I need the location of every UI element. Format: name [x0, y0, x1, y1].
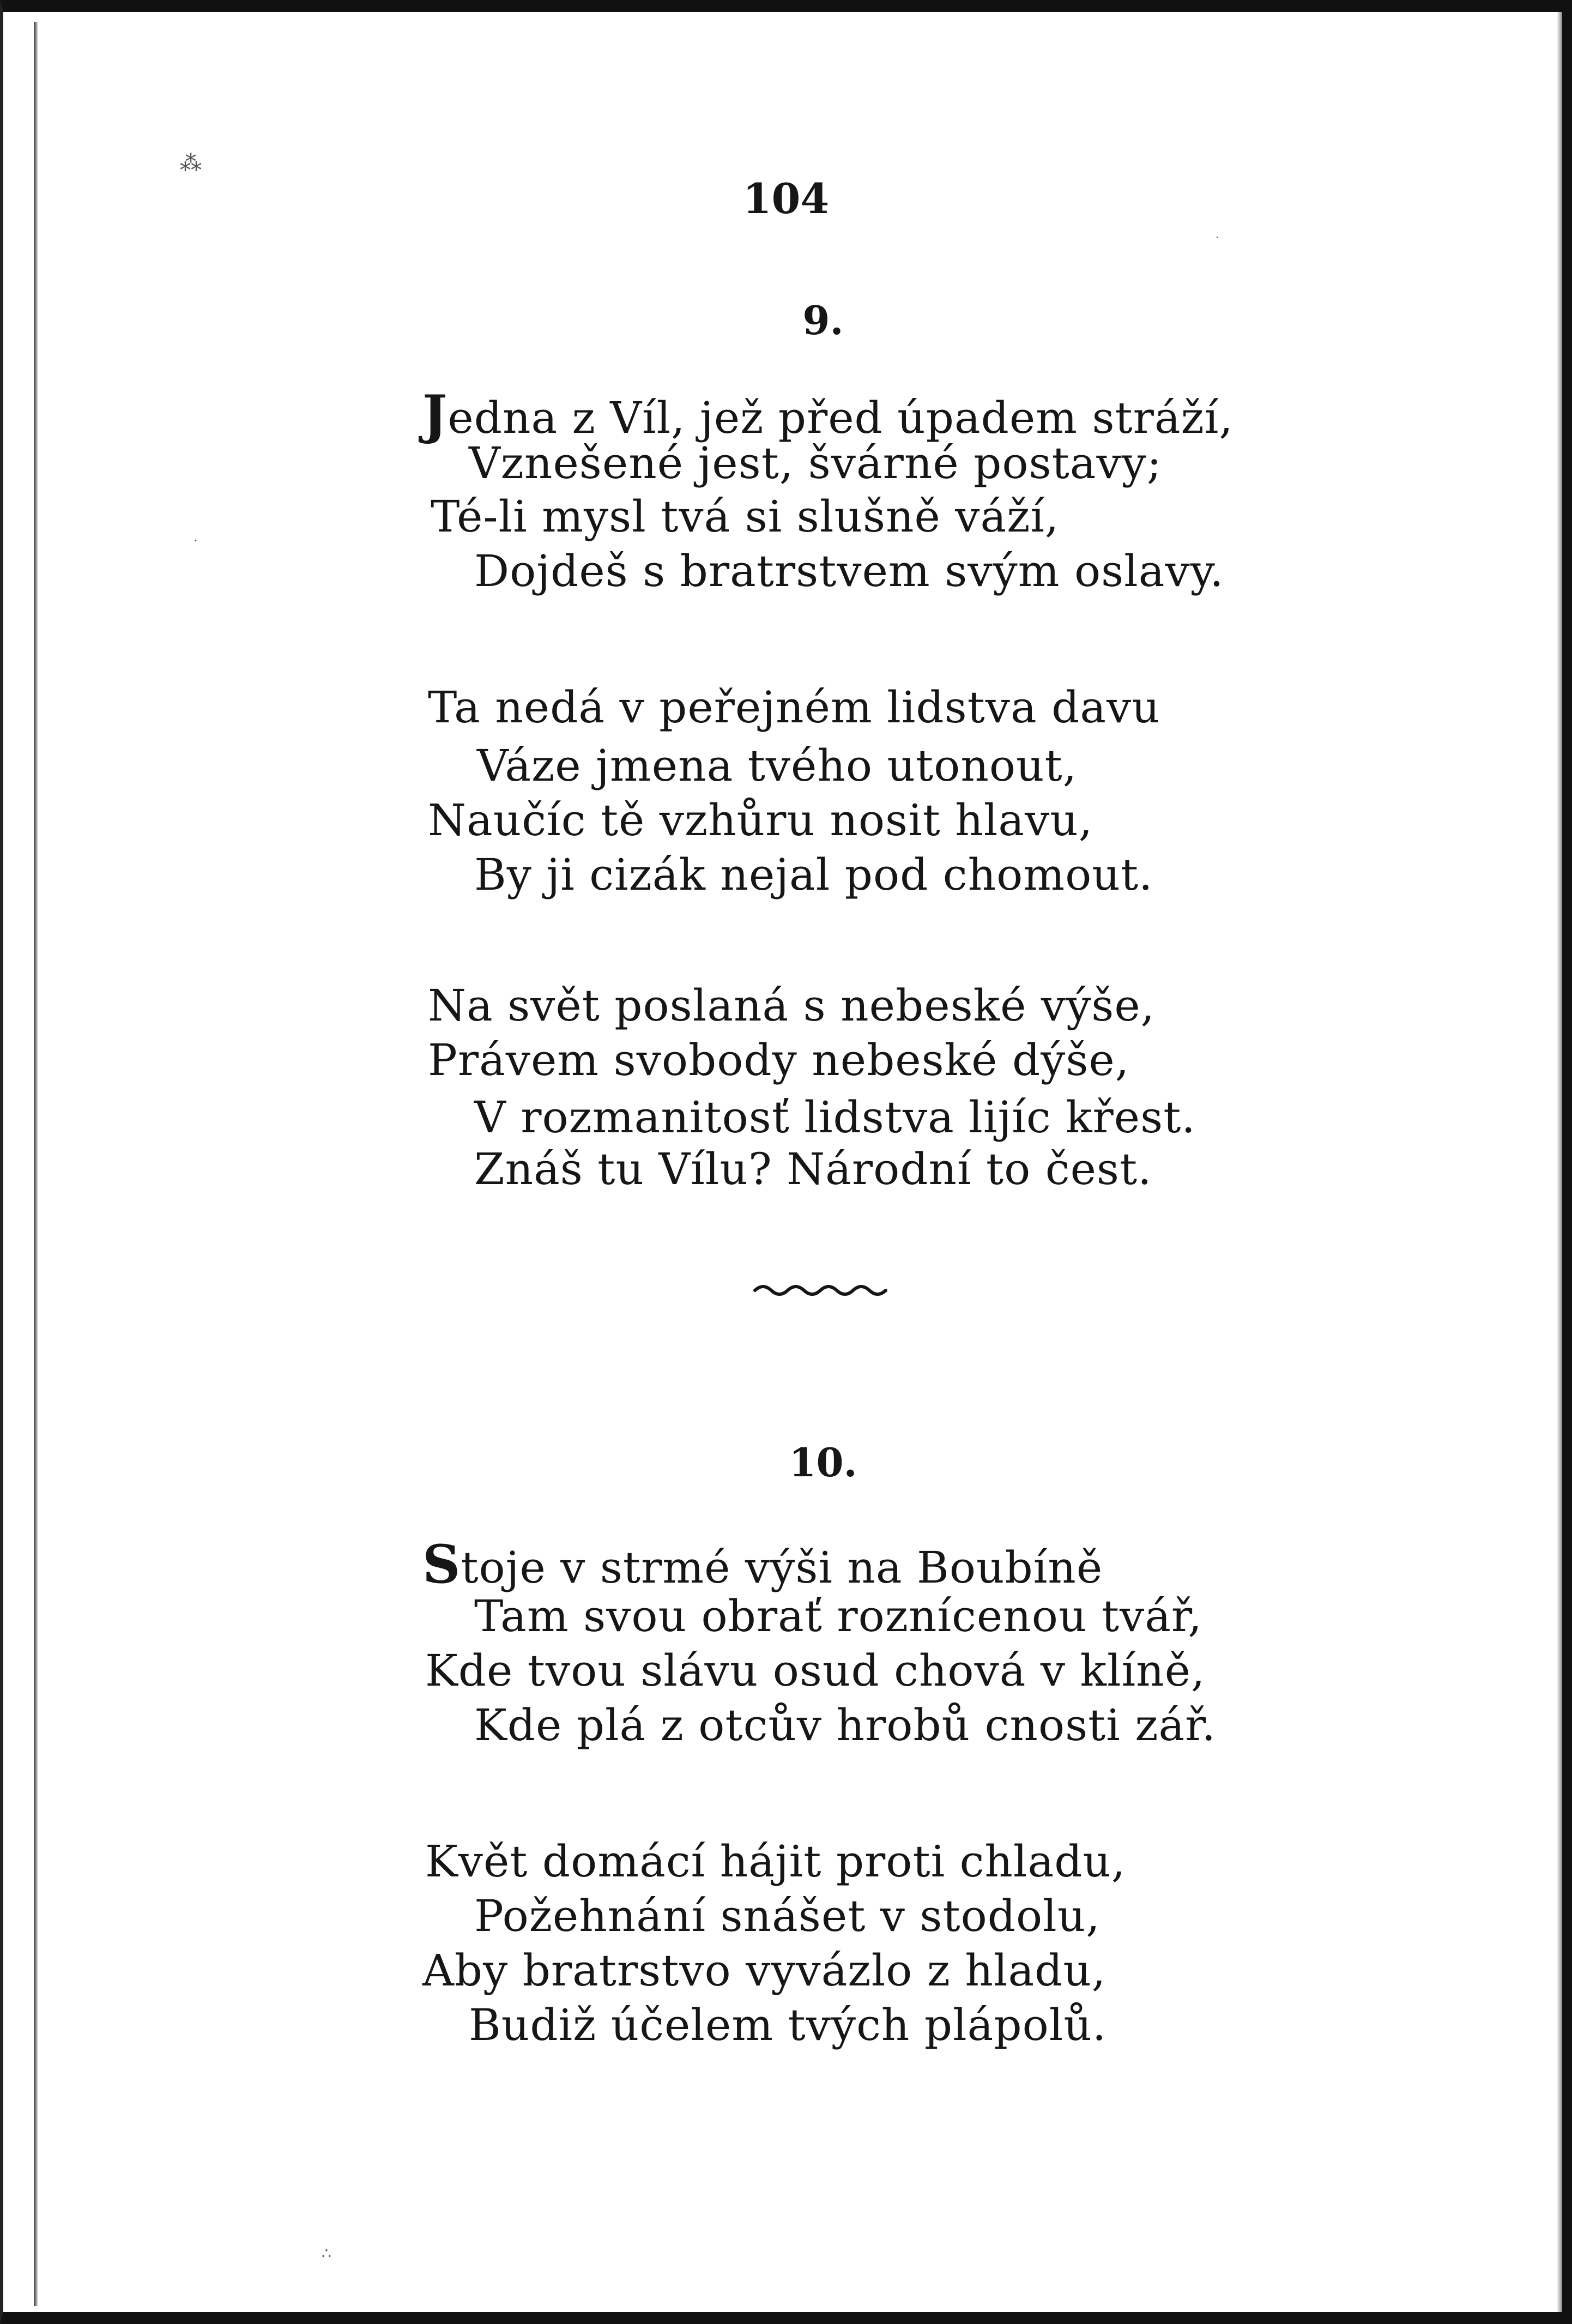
drop-initial: S: [422, 1534, 461, 1595]
verse-line: Stoje v strmé výši na Boubíně: [422, 1534, 1103, 1595]
verse-line: V rozmanitosť lidstva lijíc křest.: [474, 1092, 1196, 1143]
verse-line: Květ domácí hájit proti chladu,: [425, 1836, 1126, 1887]
page-number: 104: [742, 174, 830, 223]
drop-initial: J: [422, 384, 448, 445]
verse-line: Jedna z Víl, jež před úpadem stráží,: [422, 384, 1234, 445]
page-edge-shadow: [1557, 12, 1562, 2312]
verse-line: Znáš tu Vílu? Národní to čest.: [474, 1144, 1152, 1194]
poem-number: 9.: [802, 297, 844, 343]
verse-line: Té-li mysl tvá si slušně váží,: [431, 491, 1060, 542]
verse-line: Budiž účelem tvých plápolů.: [469, 2000, 1107, 2050]
poem-number: 10.: [789, 1439, 857, 1486]
verse-line: Na svět poslaná s nebeské výše,: [428, 980, 1156, 1031]
verse-line: Kde plá z otcův hrobů cnosti zář.: [474, 1700, 1217, 1750]
wavy-divider-icon: [752, 1278, 888, 1300]
ink-speck: ⁂: [180, 151, 202, 176]
verse-line: By ji cizák nejal pod chomout.: [474, 849, 1153, 900]
ink-speck: ·: [194, 533, 198, 548]
binding-edge: [34, 22, 38, 2306]
verse-line: Naučíc tě vzhůru nosit hlavu,: [428, 795, 1093, 846]
verse-line: Ta nedá v peřejném lidstva davu: [428, 682, 1160, 733]
verse-line: Požehnání snášet v stodolu,: [474, 1891, 1101, 1941]
verse-line: Tam svou obrať roznícenou tvář,: [474, 1591, 1202, 1641]
verse-line: Aby bratrstvo vyvázlo z hladu,: [422, 1945, 1107, 1996]
verse-line: Právem svobody nebeské dýše,: [428, 1035, 1130, 1085]
verse-line: Vznešené jest, švárné postavy;: [469, 438, 1162, 488]
verse-line: Váze jmena tvého utonout,: [477, 740, 1078, 791]
verse-line: Dojdeš s bratrstvem svým oslavy.: [474, 546, 1224, 596]
verse-line: Kde tvou slávu osud chová v klíně,: [425, 1645, 1206, 1696]
ink-speck: ∴: [322, 2244, 331, 2262]
ink-speck: ·: [1216, 231, 1219, 244]
